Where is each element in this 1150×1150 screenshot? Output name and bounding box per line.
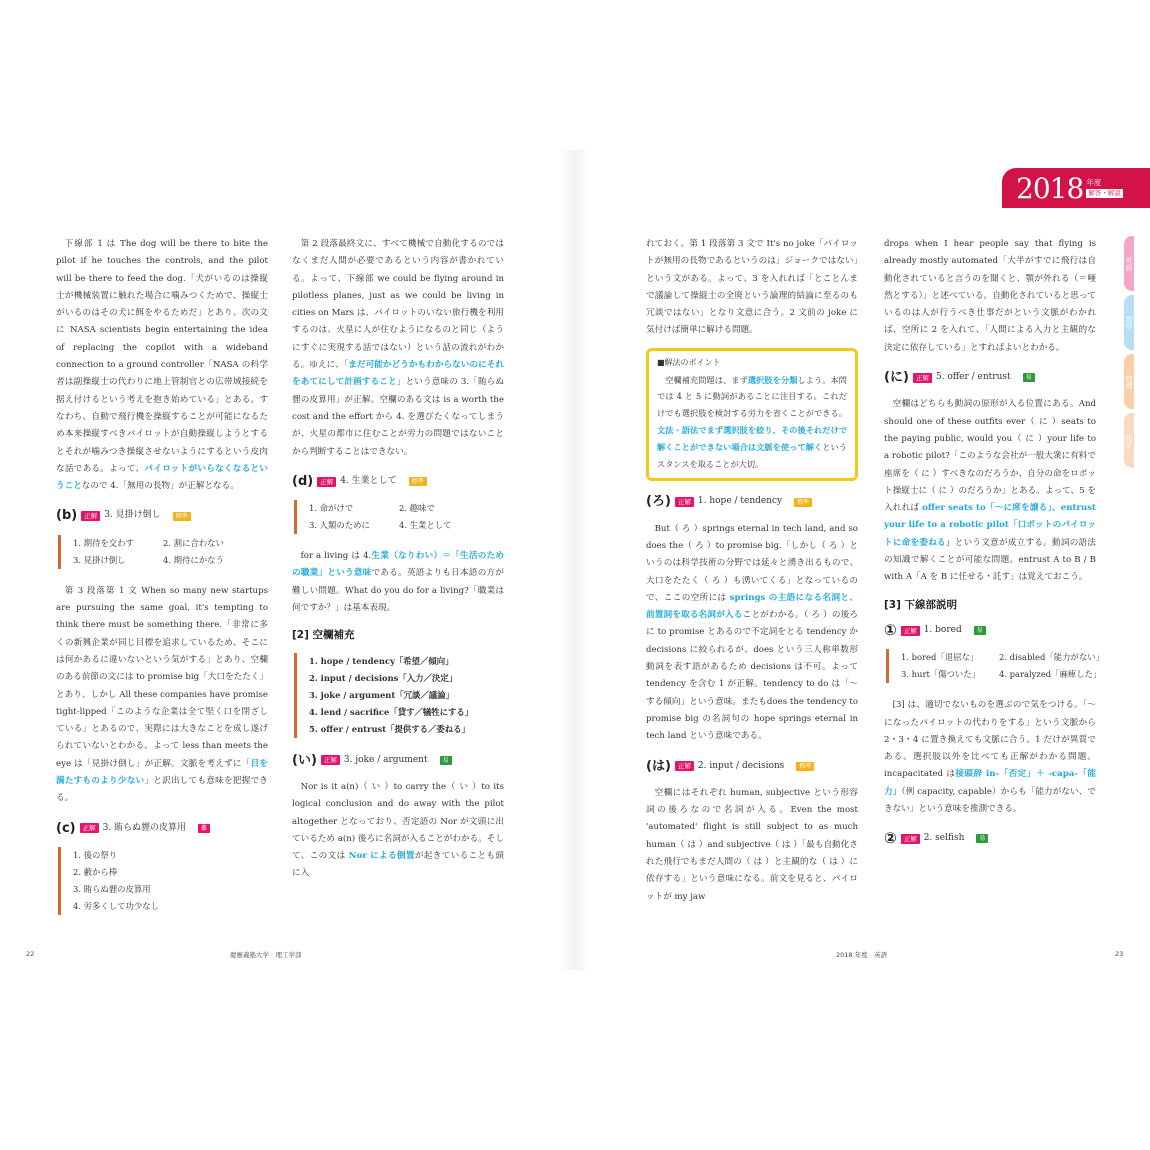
side-tab-physics[interactable]: 物理 [1124,354,1134,409]
answer-text: 2. input / decisions [697,760,785,771]
year-number: 2018 [1016,171,1084,205]
section-title: [3] 下線部説明 [884,598,958,611]
question-label: (b) [56,508,78,524]
right-page-column-2 [884,236,1104,858]
point-box-text: 空欄補充問題は、まず選択肢を分類しよう。本問では 4 と 5 に動詞があることに注目する。これだけでも選択肢を検討する労力を省くことができる。文法・語法でまず選択肢を絞り、その後それだけで解くことができない場合は文脈を使って解くというスタンスを取ることが大切。 [657,374,847,469]
right-page-column-1 [646,236,858,914]
paragraph: [3] は、適切でないものを選ぶので気をつける。「～になったパイロットの代わりをする」という文脈から 2・3・4 に置き換えても文脈に合う。1 だけが異質である。選択肢以外を比べても正解がわかる問題。incapacitated は接頭辞 in-「否定」＋ -capa-「能力」（例 capacity, capable）からも「能力がない、できない」という意味を推測できる。 [884,700,1097,815]
difficulty-badge: 易 [974,626,986,635]
question-heading-b [56,507,268,524]
choice-item: 1. 命がけで [309,503,354,514]
paragraph: 空欄はどちらも動詞の原形が入る位置にある。And should one of these outfits ever（ に ）seats to the paying public, would you（ に ）your life to a robotic pilot?「このような会社が一般大衆に有料で座席を（ に ）すべきなのだろうか、自分の命をロボット操縦士に（ に ）のだろうか」とある。よって、5 を入れれば offer seats to「～に席を譲る」、entrust your life to a robotic pilot「口ボットのパイロットに命を委ねる」という文意が成立する。動詞の語法の知識で解くことが可能な問題。entrust A to B / B with A「A を B に任せる・託す」は覚えておこう。 [884,399,1097,583]
choice-item: 2. 割に合わない [163,537,224,548]
correct-tag: 正解 [675,497,694,507]
difficulty-badge: 易 [440,756,452,765]
page-gutter [560,150,590,970]
question-label: (は) [646,758,671,774]
question-label: (ろ) [646,494,671,510]
choices-d [294,500,504,534]
question-heading-d [292,473,504,490]
difficulty-badge: 易 [976,834,988,843]
question-heading-c [56,820,268,837]
choice-item: 3. 見掛け倒し [73,554,126,565]
right-page-number: 23 [1115,950,1124,958]
difficulty-badge: 標準 [173,512,191,521]
choice-item: 4. lend / sacrifice「貸す／犠牲にする」 [309,706,474,717]
year-side [1086,178,1123,198]
paragraph: 第 3 段落第 1 文 When so many new startups are pursuing the same goal, it's tempting to think there must be something there.「非常に多くの新興企業が同じ目標を追求しているため、そこには何かあるに違いないという気がする」とあり、空欄のある前節の文には to promise big「大口をたたく」とあり、しかし All these companies have promise tight-lipped「このような企業は全て堅く口を閉ざしている」とあるので、実際には大きなことを成し遂げられていないとわかる。よって less than meets the eye は「見掛け倒し」が正解。文脈を考えずに「目を満たすものより少ない」と訳出しても意味を把握できる。 [56,585,268,804]
answer-text: 1. bored [923,624,962,635]
choice-item: 3. 人類のために [309,520,370,531]
choices-b [58,535,268,569]
choice-item: 4. 期待にかなう [163,554,224,565]
question-heading-ro [646,493,858,510]
paragraph: drops when I hear people say that flying is already mostly automated「大半がすでに飛行は自動化されていると言うのを聞くと、顎が外れる（＝唖然とする）」と述べている。自動化されていると思っているのは人が行うべき仕事だがという文脈がわかれば、空所に 2 を入れて、「人間による入力と主観的な決定に依存している」とすればよいとわかる。 [884,239,1096,353]
side-tab-chemistry[interactable]: 化学 [1124,413,1134,468]
answer-text: 4. 生業として [340,475,397,486]
side-tab-math[interactable]: 数学 [1124,295,1134,350]
difficulty-badge: 標準 [796,762,814,771]
choice-item: 2. 藪から棒 [73,866,118,877]
choice-item: 3. joke / argument「冗談／議論」 [309,689,454,700]
correct-tag: 正解 [901,626,920,636]
answer-text: 3. 見掛け倒し [104,510,161,521]
choice-item: 2. disabled「能力がない」 [999,652,1104,663]
year-subtitle: 解答・解説 [1088,189,1121,197]
choice-item: 3. 賄らぬ貍の皮算用 [73,883,151,894]
answer-text: 3. 賄らぬ貍の皮算用 [102,822,187,833]
difficulty-badge: 易 [1023,373,1035,382]
subject-side-tabs [1124,236,1150,472]
point-box-title: ■解法のポイント [657,357,721,367]
paragraph: 下線部 1 は The dog will be there to bite the pilot if he touches the controls, and the pilot will be there to feed the dog.「犬がいるのは操縦士が機械装置に触れた場合に噛みつくためで、操縦士がいるのはその犬に餌をやるためだ」とあり、次の文に NASA scientists begin entertaining the idea of replacing the copilot with a wideband connection to a ground controller「NASA の科学者は副操縦士の代わりに地上管制官との広帯域接続を据え付けるという考えを抱き始めている」とある。すなわち、自動で飛行機を操縦することが可能になるため本来操縦すべきパイロットが自動操縦しようとするとそれが噛みつき操縦させないようにするという皮肉な話である。よって、パイロットがいらなくなるということなので 4.「無用の長物」が正解となる。 [56,239,268,492]
choice-item: 4. paralyzed「麻痺した」 [999,669,1102,680]
question-heading-1 [884,622,1096,639]
paragraph: But（ ろ ）springs eternal in tech land, and so does the（ ろ ）to promise big.「しかし（ ろ ）というのは科学技術の分野では延々と湧き出るもので、大口をたたく（ ろ ）も湧いてくる」となっているので、ここの空所には springs の主語になる名詞と、前置詞を取る名詞が入ることがわかる。（ ろ ）の後ろに to promise とあるので不定詞をとる tendency か decisions に絞られるが、does という三人称単数形動詞を表す語があるため decisions は不可。よって tendency を含む 1 が正解。tendency to do は「～する傾向」という意味。またもdoes the tendency to promise big の名詞句の hope springs eternal in tech land という意味である。 [646,523,859,742]
question-label: (い) [292,752,317,768]
correct-tag: 正解 [913,373,932,383]
left-page-number: 22 [26,950,35,958]
correct-tag: 正解 [80,823,99,833]
choice-item: 1. 後の祭り [73,849,118,860]
section-title: [2] 空欄補充 [292,629,355,642]
difficulty-badge: 標準 [409,477,427,486]
choice-item: 1. bored「退屈な」 [901,652,979,663]
correct-tag: 正解 [675,761,694,771]
answer-text: 5. offer / entrust [935,372,1011,383]
paragraph: れておく。第 1 段落第 3 文で It's no joke「パイロットが無用の長物であるというのは」ジョークではない」という文がある。よって、3 を入れれば「とことんまで議論して操縦士の全廃という論理的結論に至るのも冗談ではない」となり文意に合う。2 文前の joke に気付けば簡単に解ける問題。 [646,239,858,336]
answer-text: 3. joke / argument [343,754,428,765]
choices-c [58,847,268,915]
paragraph: 空欄にはそれぞれ human, subjective という形容詞の後ろなので名詞が入る。Even the most 'automated' flight is still subject to as much human（ は ）and subjective（ は ）「最も自動化された飛行でもまだ人間の（ は ）と主観的な（ は ）に依存する」という意味になる。前文を見ると、パイロットが my jaw [646,787,858,902]
difficulty-badge: 標準 [794,498,812,507]
solution-point-box [646,348,858,482]
question-label: (c) [56,820,76,836]
question-heading-ni [884,369,1096,386]
choices-section-2 [294,653,504,738]
paragraph: 第 2 段落最終文に、すべて機械で自動化するのではなくまだ人間が必要であるという内容が書かれている。よって、下線部 we could be flying around in pilotless planes, just as we could be living in cities on Mars は、パイロットのいない旅行機を利用するのは、火星に人が住むようになるのと同じ（ようにすぐに実現する話ではない）という話の流れがわかる。ゆえに、「まだ可能かどうかもわからないのにそれをあてにして計画すること」という意味の 3.「賄らぬ貍の皮算用」が正解。空欄のある文は is a worth the cost and the effort から 4. を選びたくなってしまうが、火星の都市に住むことが労力の問題ではないことから判断することはできない。 [292,239,504,457]
question-heading-i [292,752,504,769]
right-footer-title: 2018 年度 英語 [836,951,888,959]
question-label: (に) [884,370,909,386]
question-label: ① [884,620,897,639]
answer-text: 1. hope / tendency [697,496,783,507]
left-footer-title: 慶應義塾大学 理工学部 [230,951,302,959]
correct-tag: 正解 [901,834,920,844]
year-suffix: 年度 [1086,178,1102,187]
choice-item: 4. 労多くして功少なし [73,900,160,911]
choice-item: 4. 生業として [399,520,452,531]
paragraph: for a living は 4.生業（なりわい）＝「生活のための職業」という意味である。英語よりも日本語の方が難しい問題。What do you do for a living?「職業は何ですか？」は基本表現。 [292,551,504,614]
correct-tag: 正解 [317,477,336,487]
question-heading-ha [646,758,858,775]
correct-tag: 正解 [81,511,100,521]
paragraph: Nor is it a(n)（ い ）to carry the（ い ）to its logical conclusion and do away with the pilot altogether となっており、否定語の Nor が文頭に出ているため a(n) 後ろに名詞が入ることがわかる。そして、この文は Nor による倒置が起きていることも頭に入 [292,781,504,879]
choice-item: 5. offer / entrust「提供する／委ねる」 [309,723,470,734]
question-label: ② [884,829,897,848]
question-label: (d) [292,473,314,489]
side-tab-english[interactable]: 英語 [1124,236,1134,291]
year-banner [1002,168,1150,208]
correct-tag: 正解 [321,755,340,765]
question-heading-2 [884,830,1096,847]
choices-q1 [886,649,1104,683]
choice-item: 2. 趣味で [399,503,435,514]
choice-item: 1. hope / tendency「希望／傾向」 [309,655,454,666]
choice-item: 2. input / decisions「入力／決定」 [309,672,458,683]
choice-item: 1. 期待を交わす [73,537,134,548]
choice-item: 3. hurt「傷ついた」 [901,669,981,680]
difficulty-badge: 難 [198,824,210,833]
answer-text: 2. selfish [923,833,965,844]
left-page-column-1 [56,236,268,929]
left-page-column-2 [292,236,504,891]
